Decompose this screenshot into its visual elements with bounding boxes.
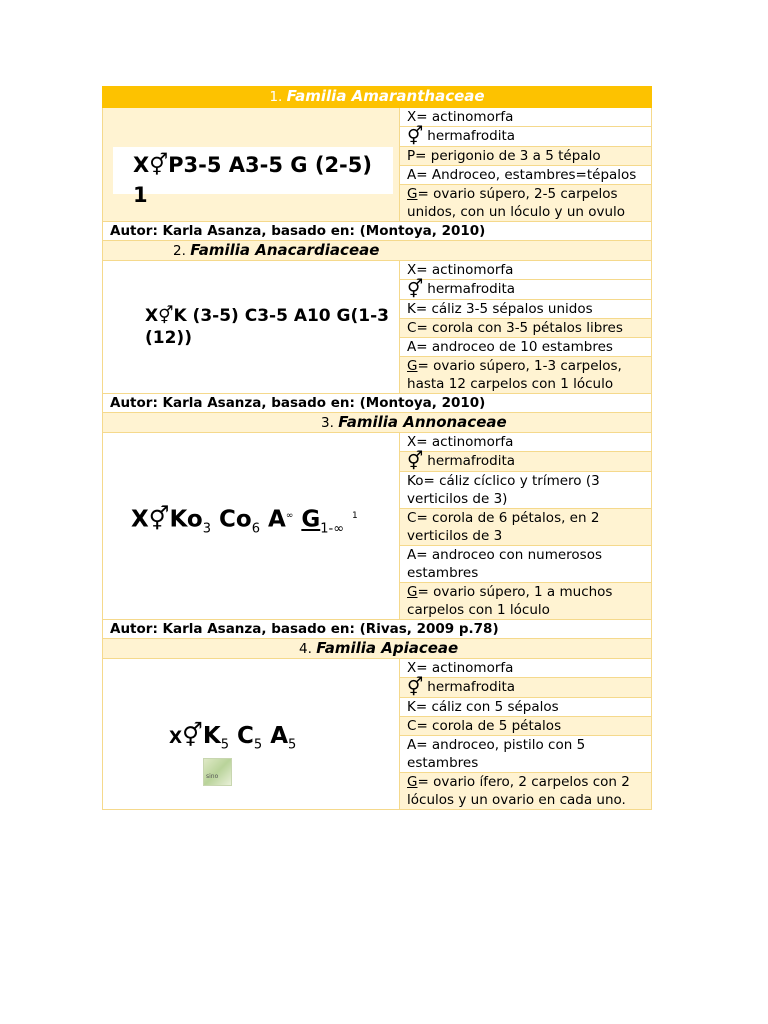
hermaphrodite-icon: ⚥ (407, 451, 424, 472)
def-perigonio: P= perigonio de 3 a 5 tépalo (400, 147, 652, 166)
family-header-3 (103, 413, 652, 433)
def-caliz: K= cáliz 3-5 sépalos unidos (400, 300, 652, 319)
family-header-4 (103, 639, 652, 659)
hermaphrodite-icon: ⚥ (182, 723, 203, 749)
def-actinomorfa: X= actinomorfa (400, 261, 652, 280)
def-hermafrodita: ⚥ hermafrodita (400, 452, 652, 472)
hermaphrodite-icon: ⚥ (407, 279, 424, 300)
def-corola: C= corola con 3-5 pétalos libres (400, 319, 652, 338)
floral-formula: X⚥K (3-5) C3-5 A10 G(1-3 (12)) (145, 306, 389, 348)
author-credit: Autor: Karla Asanza, basado en: (Rivas, 2009 p.78) (103, 620, 652, 639)
def-androceo: A= androceo de 10 estambres (400, 338, 652, 357)
hermaphrodite-icon: ⚥ (407, 677, 424, 698)
floral-formula-cell (103, 433, 400, 620)
floral-formula-cell (103, 108, 400, 222)
def-actinomorfa: X= actinomorfa (400, 108, 652, 127)
def-actinomorfa: X= actinomorfa (400, 433, 652, 452)
def-actinomorfa: X= actinomorfa (400, 659, 652, 678)
families-table (102, 86, 652, 810)
family-name: Familia Amaranthaceae (286, 87, 485, 105)
family-header-1 (103, 87, 652, 108)
floral-formula-box (145, 305, 405, 348)
family-number: 2. (173, 243, 186, 259)
def-gineceo: G= ovario súpero, 1 a muchos carpelos con 1 lóculo (400, 583, 652, 620)
def-hermafrodita: ⚥ hermafrodita (400, 280, 652, 300)
def-androceo: A= androceo con numerosos estambres (400, 546, 652, 583)
def-caliz: Ko= cáliz cíclico y trímero (3 verticilos de 3) (400, 472, 652, 509)
family-number: 4. (299, 641, 312, 657)
floral-formula: $X⚥K_5$ $C_5$ $A_5$ (169, 723, 297, 753)
def-caliz: K= cáliz con 5 sépalos (400, 698, 652, 717)
def-hermafrodita: ⚥ hermafrodita (400, 678, 652, 698)
floral-formula-cell (103, 261, 400, 394)
thumbnail-image: sino (203, 758, 232, 786)
hermaphrodite-icon: ⚥ (148, 506, 170, 533)
family-number: 3. (321, 415, 334, 431)
def-corola: C= corola de 6 pétalos, en 2 verticilos de 3 (400, 509, 652, 546)
family-name: Familia Anacardiaceae (190, 241, 380, 259)
def-corola: C= corola de 5 pétalos (400, 717, 652, 736)
family-header-2 (103, 241, 652, 261)
floral-formula-cell (103, 659, 400, 810)
def-gineceo: G= ovario ífero, 2 carpelos con 2 lóculos y un ovario en cada uno. (400, 773, 652, 810)
author-credit: Autor: Karla Asanza, basado en: (Montoya, 2010) (103, 222, 652, 241)
family-name: Familia Apiaceae (316, 639, 459, 657)
author-credit: Autor: Karla Asanza, basado en: (Montoya, 2010) (103, 394, 652, 413)
floral-formula: $X⚥Ko_3$ $Co_6$ A∞ $G_{1-\infty}$ $^1$ (131, 506, 358, 537)
def-androceo: A= Androceo, estambres=tépalos (400, 166, 652, 185)
floral-formula: X⚥P3-5 A3-5 G (2-5) 1 (133, 153, 372, 207)
def-gineceo: G= ovario súpero, 2-5 carpelos unidos, con un lóculo y un ovulo (400, 185, 652, 222)
def-gineceo: G= ovario súpero, 1-3 carpelos, hasta 12 carpelos con 1 lóculo (400, 357, 652, 394)
hermaphrodite-icon: ⚥ (407, 126, 424, 147)
def-androceo: A= androceo, pistilo con 5 estambres (400, 736, 652, 773)
floral-formula-box (113, 147, 393, 207)
family-number: 1. (269, 89, 283, 105)
def-hermafrodita: ⚥ hermafrodita (400, 127, 652, 147)
family-name: Familia Annonaceae (338, 413, 507, 431)
